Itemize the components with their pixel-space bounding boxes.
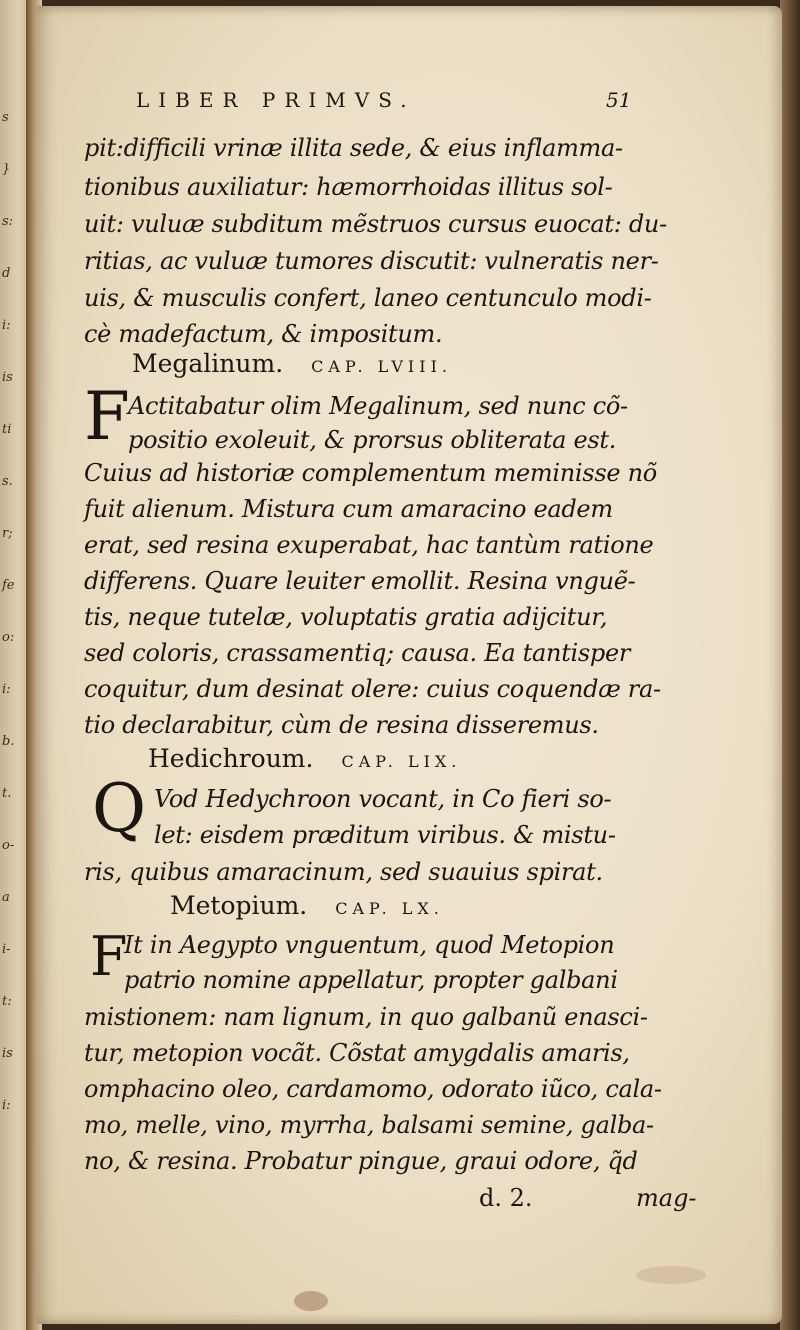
text-line: tis, neque tutelæ, voluptatis gratia adijcitur, [84,603,608,631]
facing-page-fragment: } [2,162,11,177]
drop-initial: F [90,925,128,988]
text-line: tionibus auxiliatur: hæmorrhoidas illitus sol- [84,173,613,201]
text-line: patrio nomine appellatur, propter galbani [124,966,618,994]
text-line: let: eisdem præditum viribus. & mistu- [154,821,616,849]
facing-page-fragment: is [2,370,13,385]
facing-page-fragment: s [2,110,9,125]
text-line: mistionem: nam lignum, in quo galbanũ enasci- [84,1003,648,1031]
text-line: ritias, ac vuluæ tumores discutit: vulneratis ner- [84,247,659,275]
text-line: uis, & musculis confert, laneo centunculo modi- [84,284,652,312]
facing-page-fragment: d [2,266,11,281]
text-line: ris, quibus amaracinum, sed suauius spirat. [84,858,603,886]
facing-page-fragment: o: [2,630,15,645]
signature-mark: d. 2. [479,1184,533,1212]
text-line: uit: vuluæ subditum mẽstruos cursus euocat: du- [84,210,667,238]
chapter-heading [148,744,461,773]
text-line: It in Aegypto vnguentum, quod Metopion [124,931,615,959]
text-line: coquitur, dum desinat olere: cuius coquendæ ra- [84,675,661,703]
page-edge [780,0,800,1330]
catchword: mag- [636,1184,697,1212]
text-line: pit:difficili vrinæ illita sede, & eius inflamma- [84,134,623,162]
facing-page-fragment: i- [2,942,11,957]
facing-page-fragment: s. [2,474,13,489]
text-line: tio declarabitur, cùm de resina disseremus. [84,711,599,739]
chapter-number: CAP. LVIII. [311,357,452,376]
chapter-number: CAP. LIX. [341,752,462,771]
text-line: Cuius ad historiæ complementum meminisse nõ [84,459,657,487]
text-line: positio exoleuit, & prorsus obliterata est. [128,426,617,454]
facing-page-fragment: ti [2,422,12,437]
chapter-title: Metopium. [170,891,308,920]
running-head: LIBER PRIMVS. [136,88,416,112]
text-line: sed coloris, crassamentiq; causa. Ea tantisper [84,639,631,667]
text-line: cè madefactum, & impositum. [84,320,443,348]
text-line: differens. Quare leuiter emollit. Resina vnguẽ- [84,567,636,595]
facing-page-fragment: i: [2,1098,11,1113]
chapter-number: CAP. LX. [335,899,444,918]
chapter-title: Hedichroum. [148,744,314,773]
facing-page-fragment: is [2,1046,13,1061]
facing-page-fragment: t: [2,994,12,1009]
text-line: mo, melle, vino, myrrha, balsami semine, galba- [84,1111,654,1139]
chapter-heading [132,349,452,378]
text-line: Vod Hedychroon vocant, in Co fieri so- [154,785,612,813]
folio-number: 51 [606,88,632,112]
facing-page-fragment: i: [2,318,11,333]
text-line: tur, metopion vocãt. Cõstat amygdalis amaris, [84,1039,630,1067]
facing-page-fragment: b. [2,734,15,749]
facing-page-fragment: a [2,890,10,905]
stain [636,1266,706,1284]
facing-page-fragments [2,0,28,1330]
book-page [36,6,782,1324]
facing-page-fragment: t. [2,786,12,801]
drop-initial: Q [92,770,147,847]
facing-page-fragment: fe [2,578,15,593]
text-line: omphacino oleo, cardamomo, odorato iũco, cala- [84,1075,662,1103]
stain [294,1291,328,1311]
chapter-title: Megalinum. [132,349,284,378]
text-line: Actitabatur olim Megalinum, sed nunc cõ- [128,392,628,420]
chapter-heading [170,891,444,920]
text-line: fuit alienum. Mistura cum amaracino eadem [84,495,613,523]
drop-initial: F [84,378,130,455]
text-line: erat, sed resina exuperabat, hac tantùm ratione [84,531,654,559]
facing-page-fragment: i: [2,682,11,697]
facing-page-fragment: r; [2,526,13,541]
text-line: no, & resina. Probatur pingue, graui odore, q̃d [84,1147,638,1175]
facing-page-fragment: s: [2,214,14,229]
facing-page-fragment: o- [2,838,15,853]
